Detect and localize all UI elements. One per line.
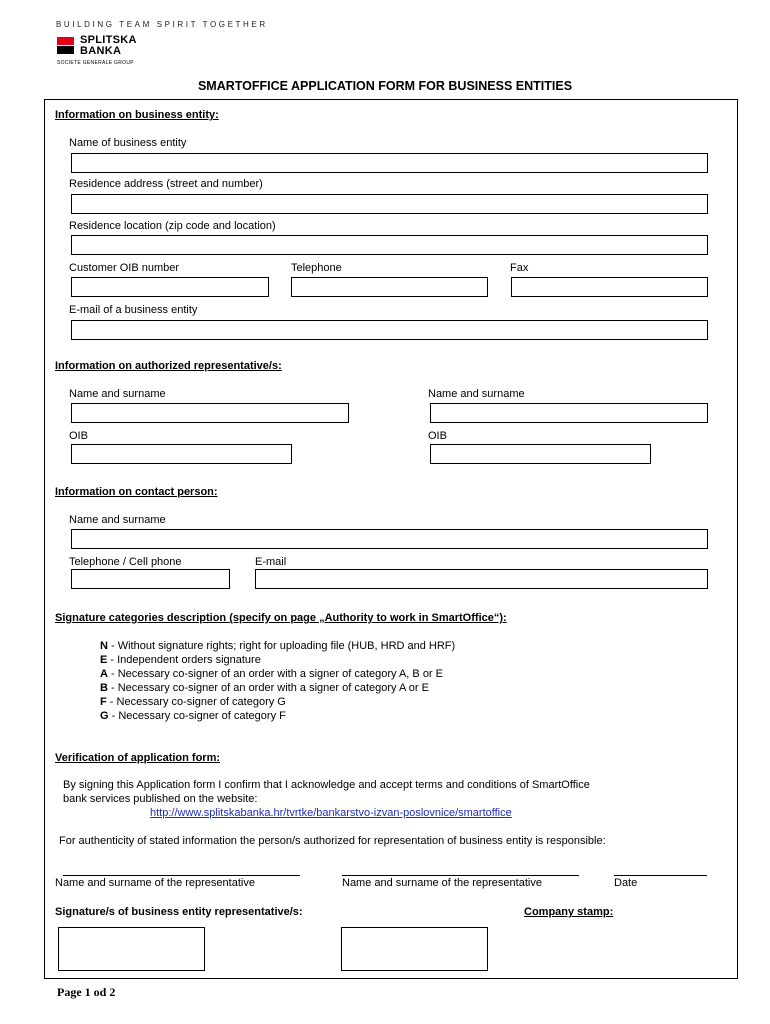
contact-phone-field[interactable] — [71, 569, 230, 589]
category-item: B - Necessary co-signer of an order with a signer of category A or E — [100, 682, 429, 694]
verification-text-line1: By signing this Application form I confirm that I acknowledge and accept terms and conditions of SmartOffice — [63, 779, 590, 791]
customer-oib-field[interactable] — [71, 277, 269, 297]
tagline: BUILDING TEAM SPIRIT TOGETHER — [56, 20, 268, 29]
rep2-name-label: Name and surname — [428, 388, 525, 400]
signature-box-2[interactable] — [341, 927, 488, 971]
verification-heading: Verification of application form: — [55, 752, 221, 764]
residence-address-label: Residence address (street and number) — [69, 178, 263, 190]
fax-label: Fax — [510, 262, 529, 274]
rep2-name-field[interactable] — [430, 403, 708, 423]
rep2-signature-line — [342, 875, 579, 876]
contact-name-field[interactable] — [71, 529, 708, 549]
rep1-name-field[interactable] — [71, 403, 349, 423]
date-label: Date — [614, 877, 638, 889]
group-name: SOCIETE GENERALE GROUP — [57, 60, 134, 66]
residence-location-field[interactable] — [71, 235, 708, 255]
contact-phone-label: Telephone / Cell phone — [69, 556, 182, 568]
telephone-label: Telephone — [291, 262, 342, 274]
signature-categories-heading: Signature categories description (specify on page „Authority to work in SmartOffice“): — [55, 612, 507, 624]
rep1-name-label: Name and surname — [69, 388, 166, 400]
category-item: N - Without signature rights; right for uploading file (HUB, HRD and HRF) — [100, 640, 456, 652]
residence-location-label: Residence location (zip code and location) — [69, 220, 276, 232]
business-name-label: Name of business entity — [69, 137, 187, 149]
authenticity-text: For authenticity of stated information the person/s authorized for representation of business entity is responsible: — [59, 835, 606, 847]
rep1-signature-line — [63, 875, 300, 876]
rep1-oib-label: OIB — [69, 430, 88, 442]
bank-name — [80, 35, 137, 57]
business-entity-heading: Information on business entity: — [55, 109, 219, 121]
smartoffice-link[interactable]: http://www.splitskabanka.hr/tvrtke/bankarstvo-izvan-poslovnice/smartoffice — [150, 807, 512, 819]
verification-text-line2: bank services published on the website: — [63, 793, 258, 805]
signature-box-1[interactable] — [58, 927, 205, 971]
rep2-oib-field[interactable] — [430, 444, 651, 464]
category-item: F - Necessary co-signer of category G — [100, 696, 286, 708]
category-item: E - Independent orders signature — [100, 654, 261, 666]
company-stamp-heading: Company stamp: — [524, 906, 614, 918]
rep1-signature-label: Name and surname of the representative — [55, 877, 255, 889]
contact-email-label: E-mail — [255, 556, 287, 568]
business-name-field[interactable] — [71, 153, 708, 173]
residence-address-field[interactable] — [71, 194, 708, 214]
bank-name-line2: BANKA — [80, 45, 122, 57]
signature-heading: Signature/s of business entity representative/s: — [55, 906, 303, 918]
representatives-heading: Information on authorized representative/s: — [55, 360, 282, 372]
rep1-oib-field[interactable] — [71, 444, 292, 464]
business-email-label: E-mail of a business entity — [69, 304, 198, 316]
contact-heading: Information on contact person: — [55, 486, 218, 498]
contact-email-field[interactable] — [255, 569, 708, 589]
fax-field[interactable] — [511, 277, 708, 297]
form-title: SMARTOFFICE APPLICATION FORM FOR BUSINESS ENTITIES — [197, 79, 573, 93]
bank-logo-icon — [57, 37, 74, 54]
customer-oib-label: Customer OIB number — [69, 262, 180, 274]
page-number: Page 1 od 2 — [57, 985, 116, 999]
date-line — [614, 875, 707, 876]
telephone-field[interactable] — [291, 277, 488, 297]
category-item: A - Necessary co-signer of an order with a signer of category A, B or E — [100, 668, 443, 680]
contact-name-label: Name and surname — [69, 514, 166, 526]
bank-name-line1: SPLITSKA — [80, 34, 137, 46]
rep2-signature-label: Name and surname of the representative — [342, 877, 542, 889]
rep2-oib-label: OIB — [428, 430, 447, 442]
category-item: G - Necessary co-signer of category F — [100, 710, 286, 722]
business-email-field[interactable] — [71, 320, 708, 340]
